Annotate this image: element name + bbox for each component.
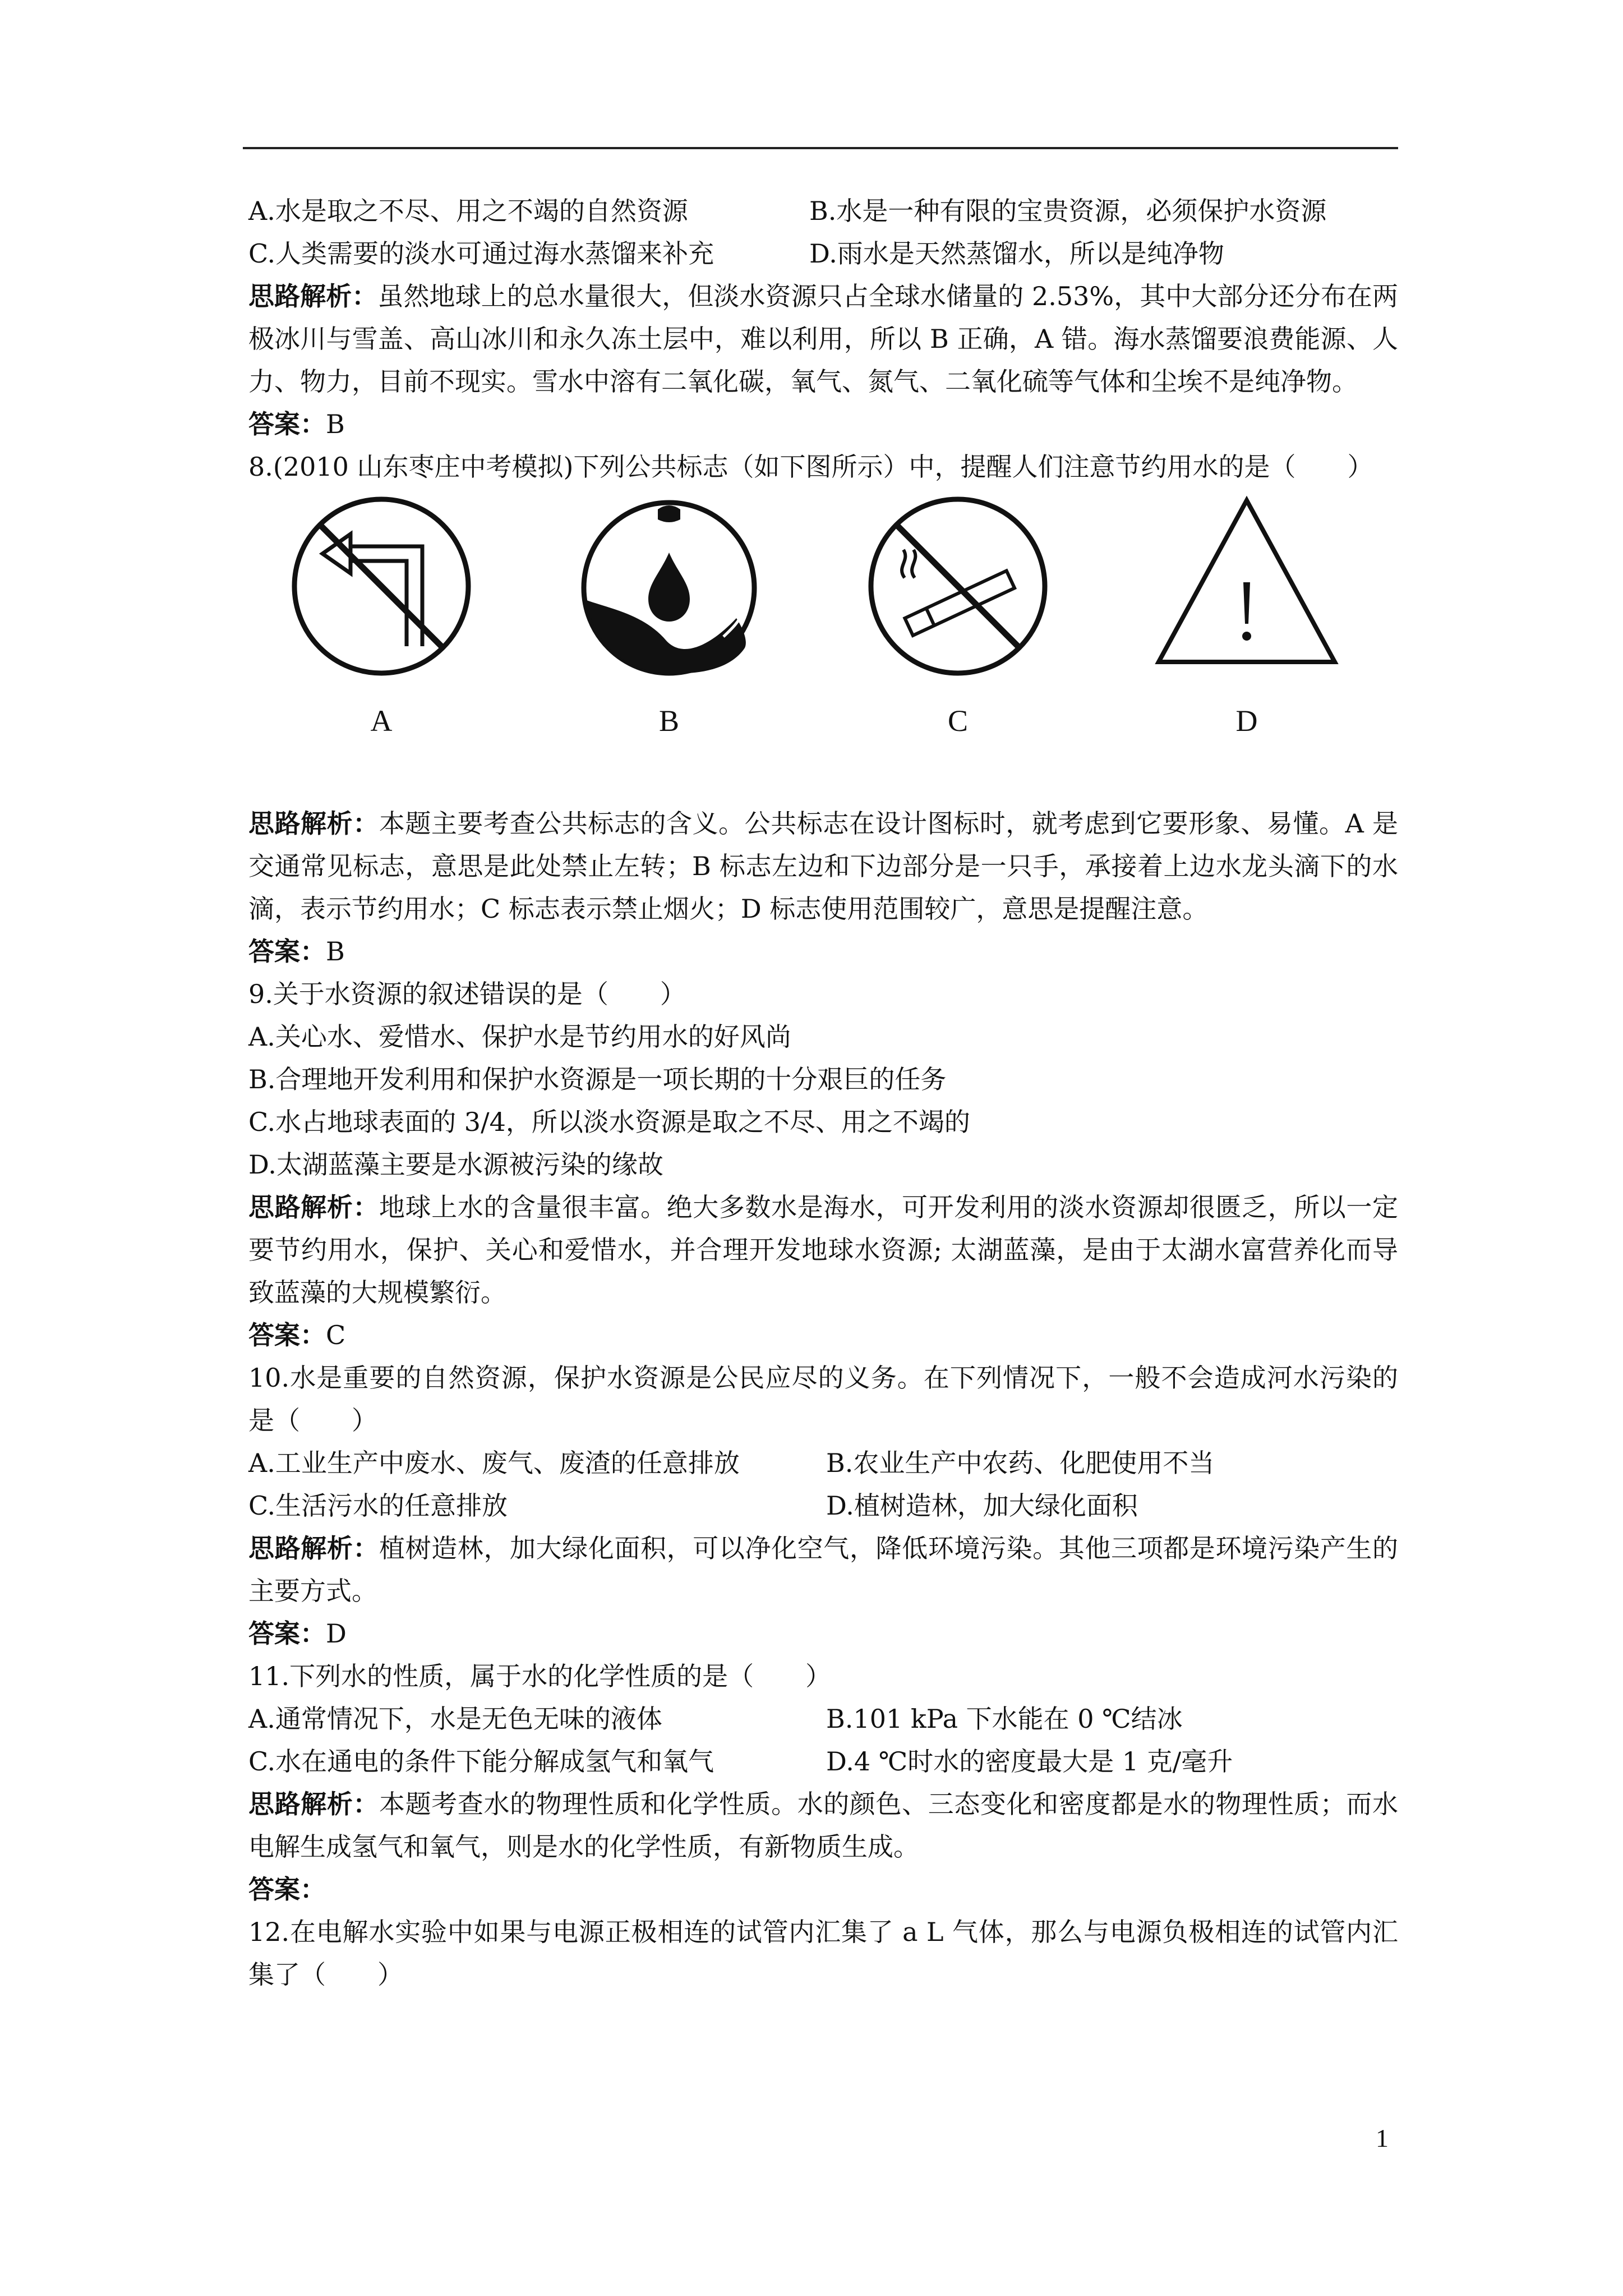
q9-analysis (248, 1186, 1398, 1314)
q9-option-a: A.关心水、爱惜水、保护水是节约用水的好风尚 (248, 1022, 791, 1052)
q8-answer-value: B (326, 936, 345, 967)
page-number: 1 (1376, 2124, 1389, 2152)
q11-option-c: C.水在通电的条件下能分解成氢气和氧气 (248, 1746, 714, 1777)
q11-answer (248, 1868, 1398, 1911)
q8-analysis (248, 802, 1398, 930)
q7-option-d: D.雨水是天然蒸馏水，所以是纯净物 (809, 238, 1224, 269)
q8-figures (248, 488, 1398, 802)
figure-a (289, 494, 474, 740)
q11-analysis (248, 1783, 1398, 1868)
q11-analysis-text: 本题考查水的物理性质和化学性质。水的颜色、三态变化和密度都是水的物理性质；而水电解生成氢气和氧气，则是水的化学性质，有新物质生成。 (248, 1789, 1399, 1862)
water-saving-icon (577, 494, 762, 679)
q11-option-b: B.101 kPa 下水能在 0 ℃结冰 (826, 1704, 1183, 1734)
q10-stem: 10.水是重要的自然资源，保护水资源是公民应尽的义务。在下列情况下，一般不会造成河水污染的是（ ） (248, 1363, 1398, 1435)
q7-option-b: B.水是一种有限的宝贵资源，必须保护水资源 (809, 196, 1327, 226)
q9-analysis-label: 思路解析： (248, 1192, 380, 1222)
q11-analysis-label: 思路解析： (248, 1789, 380, 1819)
q7-answer-value: B (326, 409, 345, 439)
q8-stem: 8.(2010 山东枣庄中考模拟)下列公共标志（如下图所示）中，提醒人们注意节约用水的是（ ） (248, 452, 1373, 482)
no-smoking-icon (865, 494, 1050, 679)
warning-icon (1154, 494, 1339, 679)
q7-analysis-label: 思路解析： (248, 281, 378, 311)
figure-d-label: D (1235, 704, 1258, 738)
q10-option-c: C.生活污水的任意排放 (248, 1490, 508, 1521)
q10-options-row-1 (248, 1442, 1398, 1484)
q10-answer (248, 1612, 1398, 1655)
q9-answer-value: C (326, 1320, 346, 1350)
no-left-turn-icon (289, 494, 474, 679)
figure-b-label: B (658, 704, 680, 738)
q7-answer (248, 403, 1398, 445)
q11-stem: 11.下列水的性质，属于水的化学性质的是（ ） (248, 1661, 832, 1691)
q9-analysis-text: 地球上水的含量很丰富。绝大多数水是海水，可开发利用的淡水资源却很匮乏，所以一定要节约用水，保护、关心和爱惜水，并合理开发地球水资源; 太湖蓝藻，是由于太湖水富营养化而导致蓝藻的大规模繁衍。 (248, 1192, 1399, 1308)
q8-answer (248, 930, 1398, 973)
figure-b (577, 494, 762, 740)
q11-option-a: A.通常情况下，水是无色无味的液体 (248, 1704, 662, 1734)
figure-d (1154, 494, 1339, 740)
q9-option-b: B.合理地开发利用和保护水资源是一项长期的十分艰巨的任务 (248, 1064, 947, 1094)
q10-analysis-label: 思路解析： (248, 1533, 380, 1563)
q8-answer-label: 答案： (248, 936, 326, 967)
header-rule (243, 147, 1398, 149)
q7-answer-label: 答案： (248, 409, 326, 439)
figure-c-label: C (947, 704, 969, 738)
q10-option-d: D.植树造林，加大绿化面积 (826, 1490, 1138, 1521)
q11-answer-label: 答案： (248, 1874, 326, 1904)
q10-answer-label: 答案： (248, 1618, 326, 1649)
q12-stem: 12.在电解水实验中如果与电源正极相连的试管内汇集了 a L 气体，那么与电源负极相连的试管内汇集了（ ） (248, 1917, 1398, 1990)
q11-options-row-2 (248, 1740, 1398, 1783)
q11-option-d: D.4 ℃时水的密度最大是 1 克/毫升 (826, 1746, 1233, 1777)
q10-analysis (248, 1527, 1398, 1612)
q9-option-d: D.太湖蓝藻主要是水源被污染的缘故 (248, 1149, 663, 1180)
q10-answer-value: D (326, 1618, 347, 1649)
q7-options-row-1 (248, 190, 1398, 232)
q9-answer (248, 1314, 1398, 1356)
q7-option-c: C.人类需要的淡水可通过海水蒸馏来补充 (248, 238, 714, 269)
q7-analysis (248, 275, 1398, 403)
q10-analysis-text: 植树造林，加大绿化面积，可以净化空气，降低环境污染。其他三项都是环境污染产生的主要方式。 (248, 1533, 1399, 1606)
q8-analysis-text: 本题主要考查公共标志的含义。公共标志在设计图标时，就考虑到它要形象、易懂。A 是交通常见标志，意思是此处禁止左转；B 标志左边和下边部分是一只手，承接着上边水龙头滴下的水滴，表示节约用水；C 标志表示禁止烟火；D 标志使用范围较广，意思是提醒注意。 (248, 808, 1399, 924)
q10-option-b: B.农业生产中农药、化肥使用不当 (826, 1448, 1215, 1478)
figure-c (865, 494, 1050, 740)
q7-option-a: A.水是取之不尽、用之不竭的自然资源 (248, 196, 688, 226)
q10-options-row-2 (248, 1484, 1398, 1527)
q9-stem: 9.关于水资源的叙述错误的是（ ） (248, 979, 686, 1009)
q7-options-row-2 (248, 232, 1398, 275)
q7-analysis-text: 虽然地球上的总水量很大，但淡水资源只占全球水储量的 2.53%，其中大部分还分布在两极冰川与雪盖、高山冰川和永久冻土层中，难以利用，所以 B 正确，A 错。海水蒸馏要浪费能源、人力、物力，目前不现实。雪水中溶有二氧化碳，氧气、氮气、二氧化硫等气体和尘埃不是纯净物。 (248, 281, 1398, 397)
q9-answer-label: 答案： (248, 1320, 326, 1350)
q9-option-c: C.水占地球表面的 3/4，所以淡水资源是取之不尽、用之不竭的 (248, 1107, 970, 1137)
page-content (248, 190, 1398, 1996)
q10-option-a: A.工业生产中废水、废气、废渣的任意排放 (248, 1448, 740, 1478)
q8-analysis-label: 思路解析： (248, 808, 379, 839)
q11-options-row-1 (248, 1697, 1398, 1740)
figure-a-label: A (370, 704, 393, 738)
